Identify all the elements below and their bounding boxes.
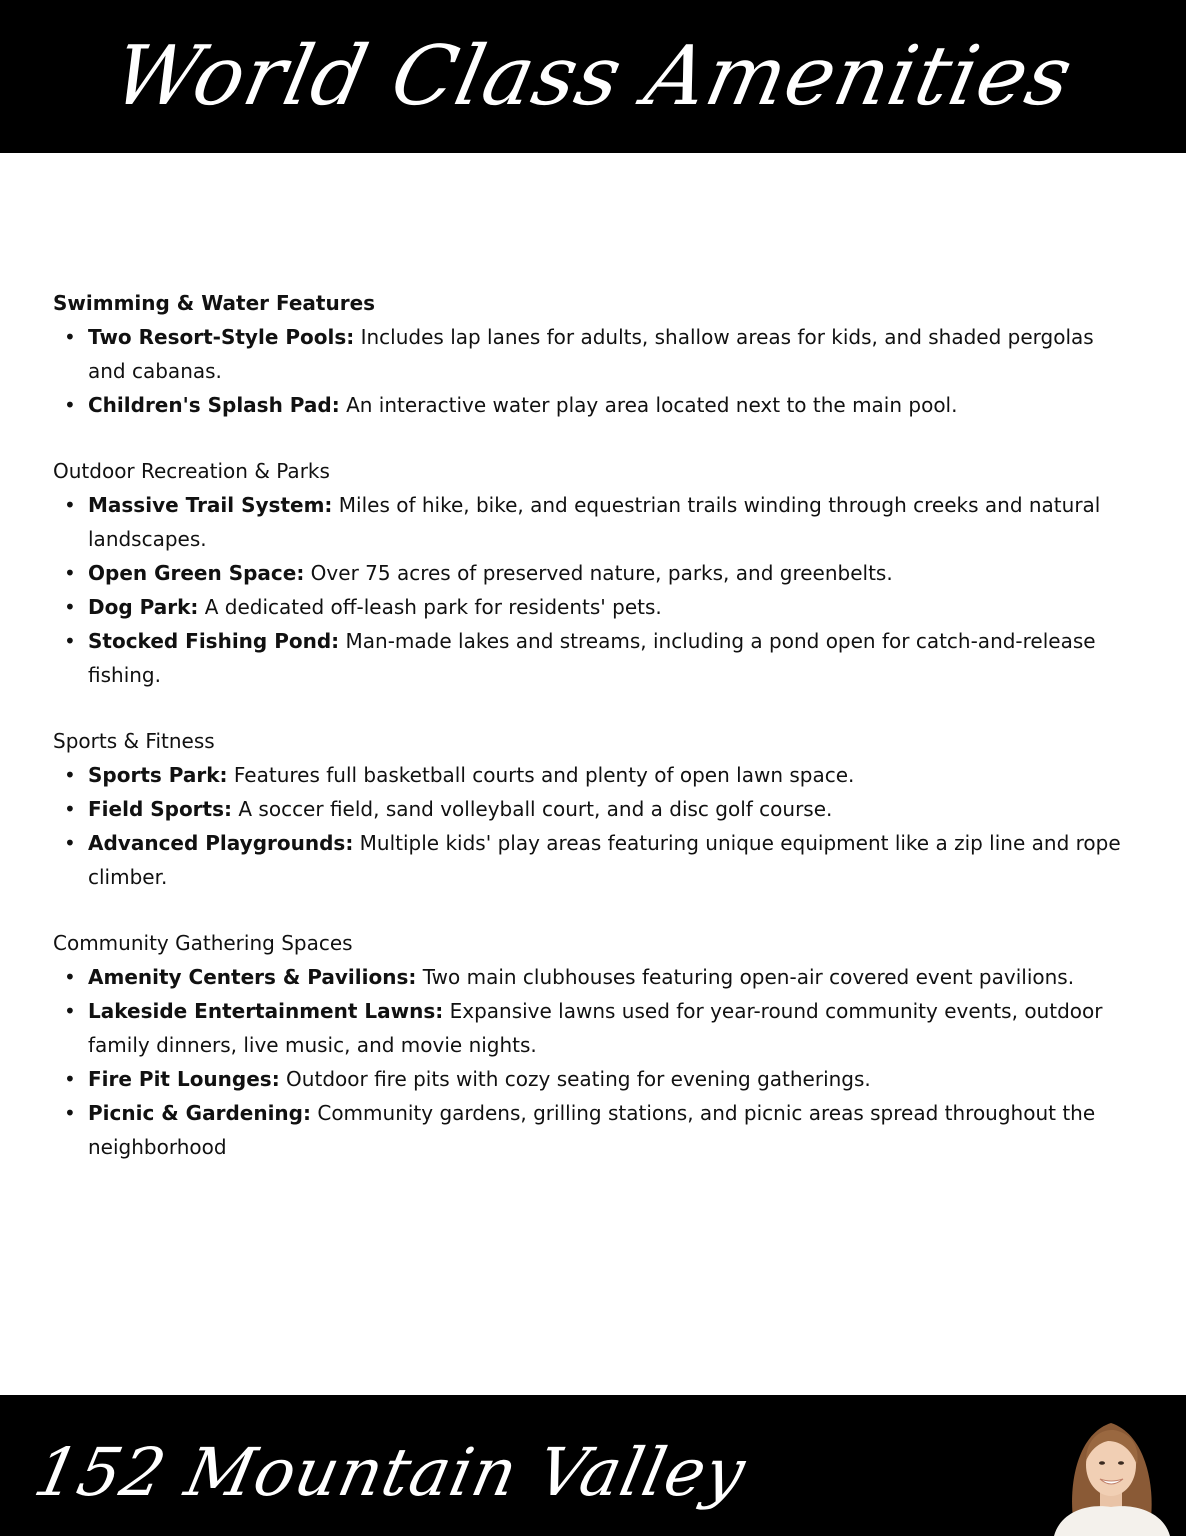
portrait-eye <box>1118 1461 1124 1465</box>
item-list <box>53 960 1133 1164</box>
item-label: Sports Park: <box>88 763 228 787</box>
item-text: Includes lap lanes for adults, shallow areas for kids, and shaded pergolas and cabanas. <box>88 325 1094 383</box>
item-label: Fire Pit Lounges: <box>88 1067 280 1091</box>
section-outdoor <box>53 454 1133 692</box>
section-heading: Swimming & Water Features <box>53 291 376 315</box>
item-label: Massive Trail System: <box>88 493 333 517</box>
item-text: Miles of hike, bike, and equestrian trails winding through creeks and natural landscapes. <box>88 493 1101 551</box>
list-item <box>53 590 1133 624</box>
agent-portrait <box>1036 1395 1186 1536</box>
item-list <box>53 488 1133 692</box>
list-item <box>53 792 1133 826</box>
section-community <box>53 926 1133 1164</box>
item-label: Children's Splash Pad: <box>88 393 340 417</box>
item-label: Stocked Fishing Pond: <box>88 629 340 653</box>
item-text: Two main clubhouses featuring open-air covered event pavilions. <box>416 965 1075 989</box>
portrait-eye <box>1099 1461 1105 1465</box>
item-label: Field Sports: <box>88 797 233 821</box>
item-label: Lakeside Entertainment Lawns: <box>88 999 444 1023</box>
list-item <box>53 994 1133 1062</box>
item-label: Advanced Playgrounds: <box>88 831 354 855</box>
footer-band <box>0 1395 1186 1536</box>
item-text: A dedicated off-leash park for residents' pets. <box>198 595 662 619</box>
list-item <box>53 1096 1133 1164</box>
section-sports <box>53 724 1133 894</box>
list-item <box>53 320 1133 388</box>
list-item <box>53 388 1133 422</box>
item-label: Two Resort-Style Pools: <box>88 325 355 349</box>
item-label: Dog Park: <box>88 595 199 619</box>
list-item <box>53 758 1133 792</box>
item-text: Outdoor fire pits with cozy seating for evening gatherings. <box>279 1067 871 1091</box>
page-title: World Class Amenities <box>105 29 1081 124</box>
amenities-content <box>53 286 1133 1196</box>
item-label: Open Green Space: <box>88 561 305 585</box>
item-text: A soccer field, sand volleyball court, and a disc golf course. <box>232 797 833 821</box>
list-item <box>53 556 1133 590</box>
item-text: Over 75 acres of preserved nature, parks, and greenbelts. <box>304 561 893 585</box>
list-item <box>53 826 1133 894</box>
portrait-shirt <box>1054 1506 1170 1536</box>
item-text: Multiple kids' play areas featuring unique equipment like a zip line and rope climber. <box>88 831 1121 889</box>
item-label: Picnic & Gardening: <box>88 1101 311 1125</box>
header-band <box>0 0 1186 153</box>
item-text: Man-made lakes and streams, including a pond open for catch-and-release fishing. <box>88 629 1096 687</box>
section-swimming <box>53 286 1133 422</box>
section-heading: Community Gathering Spaces <box>53 931 353 955</box>
item-text: An interactive water play area located next to the main pool. <box>339 393 958 417</box>
list-item <box>53 960 1133 994</box>
section-heading: Outdoor Recreation & Parks <box>53 459 330 483</box>
item-text: Features full basketball courts and plenty of open lawn space. <box>227 763 855 787</box>
item-text: Community gardens, grilling stations, and picnic areas spread throughout the neighborhood <box>88 1101 1096 1159</box>
property-address: 152 Mountain Valley <box>27 1433 753 1511</box>
list-item <box>53 1062 1133 1096</box>
item-text: Expansive lawns used for year-round community events, outdoor family dinners, live music, and movie nights. <box>88 999 1103 1057</box>
item-list <box>53 320 1133 422</box>
list-item <box>53 624 1133 692</box>
list-item <box>53 488 1133 556</box>
item-label: Amenity Centers & Pavilions: <box>88 965 417 989</box>
section-heading: Sports & Fitness <box>53 729 215 753</box>
item-list <box>53 758 1133 894</box>
